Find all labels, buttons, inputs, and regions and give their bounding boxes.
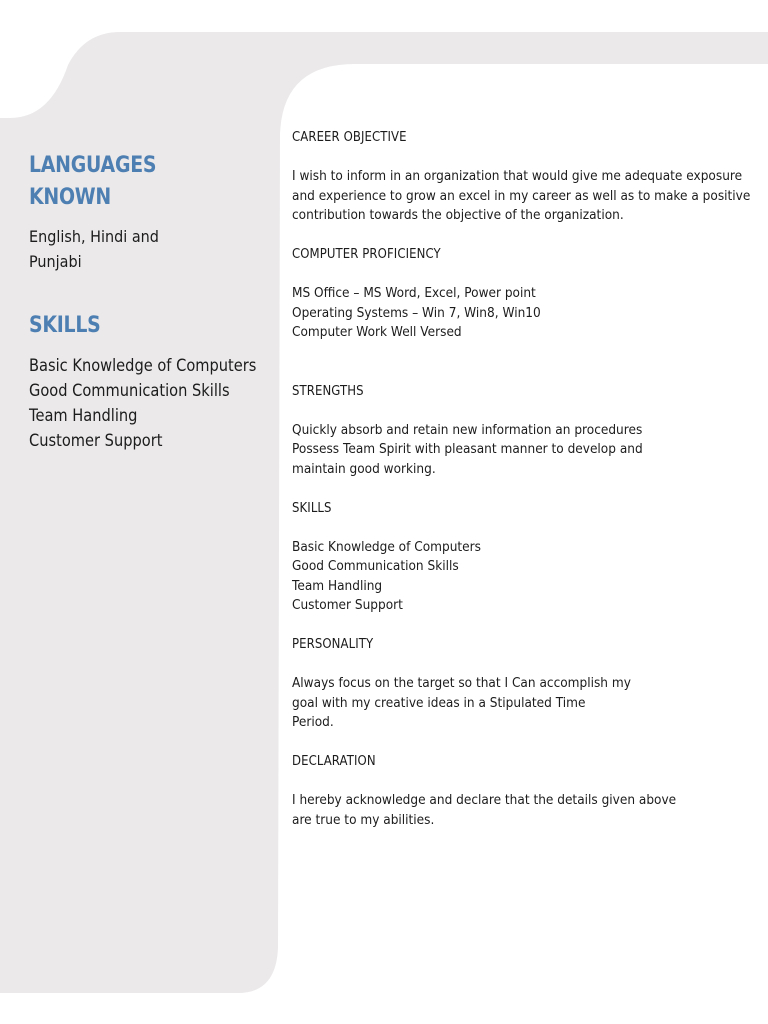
career-objective-body — [292, 167, 756, 226]
strengths-line: Quickly absorb and retain new information an procedures — [292, 421, 643, 438]
declaration-body — [292, 791, 756, 830]
computer-proficiency-line: Computer Work Well Versed — [292, 324, 462, 340]
skills-line: Basic Knowledge of Computers — [292, 538, 481, 555]
sidebar-skill-item: Customer Support — [29, 431, 163, 451]
computer-proficiency-line: Operating Systems – Win 7, Win8, Win10 — [292, 304, 541, 321]
personality-line: Always focus on the target so that I Can accomplish my — [292, 675, 631, 691]
languages-heading-line: KNOWN — [29, 185, 111, 210]
career-objective-line: contribution towards the objective of the organization. — [292, 207, 624, 223]
sidebar-skill-item: Basic Knowledge of Computers — [29, 356, 257, 376]
computer-proficiency-line: MS Office – MS Word, Excel, Power point — [292, 285, 536, 301]
career-objective-line: I wish to inform in an organization that would give me adequate exposure — [292, 168, 743, 184]
skills-title: SKILLS — [292, 500, 332, 516]
personality-line: Period. — [292, 714, 334, 730]
languages-heading — [29, 150, 240, 214]
career-objective-title: CAREER OBJECTIVE — [292, 130, 407, 145]
strengths-line: Possess Team Spirit with pleasant manner to develop and — [292, 441, 643, 457]
languages-text: English, Hindi and Punjabi — [29, 227, 159, 271]
computer-proficiency-title: COMPUTER PROFICIENCY — [292, 247, 441, 262]
sidebar-skill-item: Good Communication Skills — [29, 381, 230, 401]
languages-heading-line: LANGUAGES — [29, 153, 157, 178]
main-content — [292, 128, 752, 830]
skills-line: Team Handling — [292, 577, 383, 594]
strengths-line: maintain good working. — [292, 460, 436, 477]
declaration-title: DECLARATION — [292, 754, 376, 769]
sidebar-skill-item: Team Handling — [29, 406, 138, 426]
skills-body — [292, 538, 756, 616]
skills-line: Customer Support — [292, 597, 403, 613]
declaration-line: are true to my abilities. — [292, 811, 435, 828]
skills-heading: SKILLS — [29, 313, 101, 338]
skills-line: Good Communication Skills — [292, 558, 459, 574]
strengths-title: STRENGTHS — [292, 383, 364, 399]
strengths-body — [292, 421, 756, 480]
personality-body — [292, 674, 756, 733]
declaration-line: I hereby acknowledge and declare that the details given above — [292, 792, 677, 808]
personality-title: PERSONALITY — [292, 637, 374, 652]
personality-line: goal with my creative ideas in a Stipulated Time — [292, 694, 586, 711]
sidebar-skills-list — [29, 354, 257, 454]
sidebar — [29, 150, 274, 454]
career-objective-line: and experience to grow an excel in my career as well as to make a positive — [292, 187, 751, 204]
computer-proficiency-body — [292, 284, 756, 343]
